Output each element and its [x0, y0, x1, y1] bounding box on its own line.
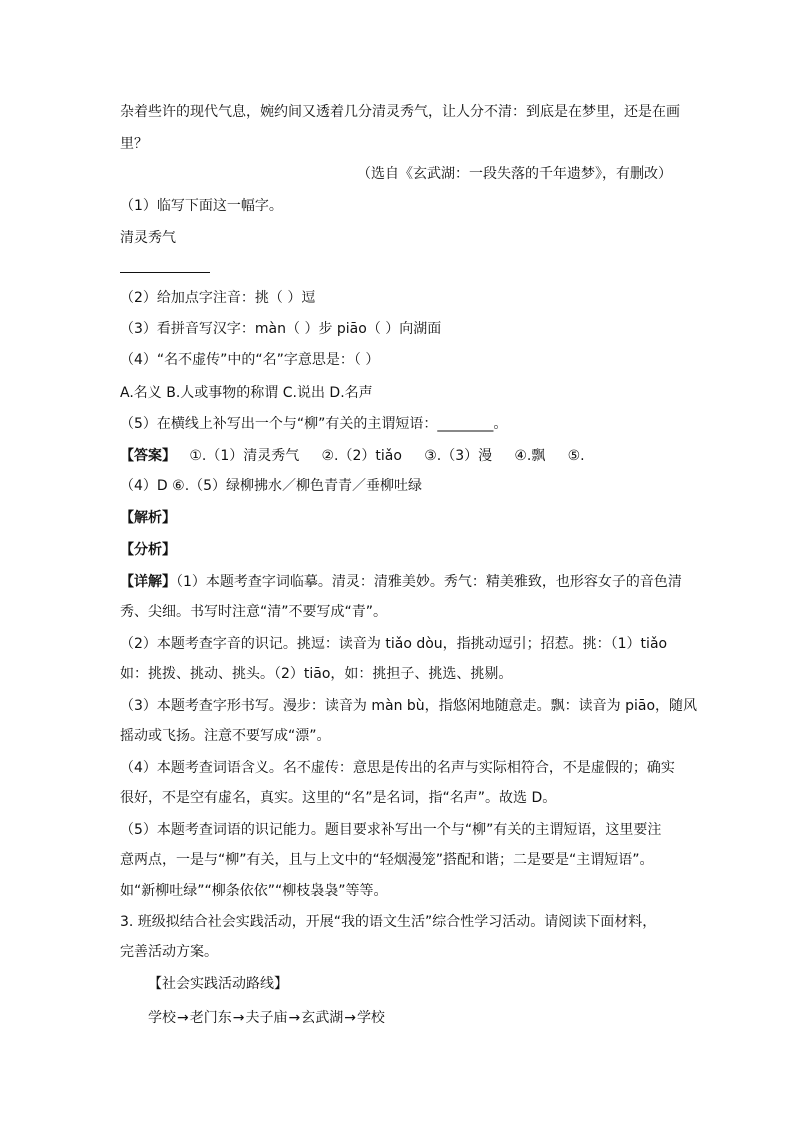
route-path — [148, 1008, 385, 1028]
detail-p1-line-1 — [120, 572, 682, 592]
route-stop: 学校 — [356, 1010, 385, 1026]
detail-p5-line-2: 意两点，一是与“柳”有关，且与上文中的“轻烟漫笼”搭配和谐；二是要是“主谓短语”。 — [120, 852, 654, 868]
detail-p2-line-1: （2）本题考查字音的识记。挑逗：读音为 tiǎo dòu，指挑动逗引；招惹。挑：（1）tiǎo — [120, 636, 668, 652]
route-title: 【社会实践活动路线】 — [148, 976, 288, 992]
detail-p3-line-2: 摇动或飞扬。注意不要写成“漂”。 — [120, 728, 331, 744]
detail-p2-line-2: 如：挑拨、挑动、挑头。（2）tiāo，如：挑担子、挑选、挑剔。 — [120, 666, 513, 682]
answer-text-1: ①.（1）清灵秀气 ②.（2）tiǎo ③.（3）漫 ④.飘 ⑤. — [176, 448, 585, 464]
route-stop: 学校 — [148, 1010, 176, 1026]
arrow-right-icon: → — [177, 1010, 189, 1026]
route-stop: 夫子庙 — [245, 1010, 288, 1026]
passage-source: （选自《玄武湖：一段失落的千年遗梦》，有删改） — [357, 166, 672, 182]
passage-line-2: 里？ — [120, 136, 148, 152]
question-1: （1）临写下面这一幅字。 — [120, 198, 283, 214]
detail-p1-line-2: 秀、尖细。书写时注意“清”不要写成“青”。 — [120, 604, 388, 620]
arrow-right-icon: → — [288, 1010, 301, 1026]
writing-blank-line — [120, 272, 210, 273]
analysis-label: 【解析】 — [120, 510, 176, 526]
question-2: （2）给加点字注音：挑（ ）逗 — [120, 290, 316, 306]
route-stop: 玄武湖 — [301, 1010, 344, 1026]
detail-p4-line-1: （4）本题考查词语含义。名不虚传：意思是传出的名声与实际相符合，不是虚假的；确实 — [120, 760, 675, 776]
answer-label: 【答案】 — [120, 448, 176, 464]
passage-line-1: 杂着些许的现代气息，婉约间又透着几分清灵秀气，让人分不清：到底是在梦里，还是在画 — [120, 104, 680, 120]
detail-p5-line-1: （5）本题考查词语的识记能力。题目要求补写出一个与“柳”有关的主谓短语，这里要注 — [120, 822, 662, 838]
detail-label: 【详解】 — [120, 574, 176, 590]
question-5: （5）在横线上补写出一个与“柳”有关的主谓短语：________。 — [120, 416, 508, 432]
question-3: （3）看拼音写汉字：màn（ ）步 piāo（ ）向湖面 — [120, 321, 442, 337]
question-4-options: A.名义 B.人或事物的称谓 C.说出 D.名声 — [120, 385, 373, 401]
question-1-sample: 清灵秀气 — [120, 230, 176, 246]
route-stop: 老门东 — [189, 1010, 232, 1026]
answer-line-2: （4）D ⑥.（5）绿柳拂水／柳色青青／垂柳吐绿 — [120, 478, 423, 494]
arrow-right-icon: → — [232, 1010, 245, 1026]
question-3-intro-line-2: 完善活动方案。 — [120, 944, 218, 960]
answer-line-1 — [120, 446, 585, 466]
detail-p4-line-2: 很好，不是空有虚名，真实。这里的“名”是名词，指“名声”。故选 D。 — [120, 790, 557, 806]
arrow-right-icon: → — [344, 1010, 356, 1026]
detail-p3-line-1: （3）本题考查字形书写。漫步：读音为 màn bù，指悠闲地随意走。飘：读音为 piāo，随风 — [120, 698, 698, 714]
fenxi-label: 【分析】 — [120, 542, 176, 558]
question-4: （4）“名不虚传”中的“名”字意思是：（ ） — [120, 352, 380, 368]
detail-p5-line-3: 如“新柳吐绿”“柳条依依”“柳枝袅袅”等等。 — [120, 883, 388, 899]
question-3-intro-line-1: 3. 班级拟结合社会实践活动，开展“我的语文生活”综合性学习活动。请阅读下面材料， — [120, 914, 657, 930]
detail-p1-text: （1）本题考查字词临摹。清灵：清雅美妙。秀气：精美雅致，也形容女子的音色清 — [176, 574, 682, 590]
